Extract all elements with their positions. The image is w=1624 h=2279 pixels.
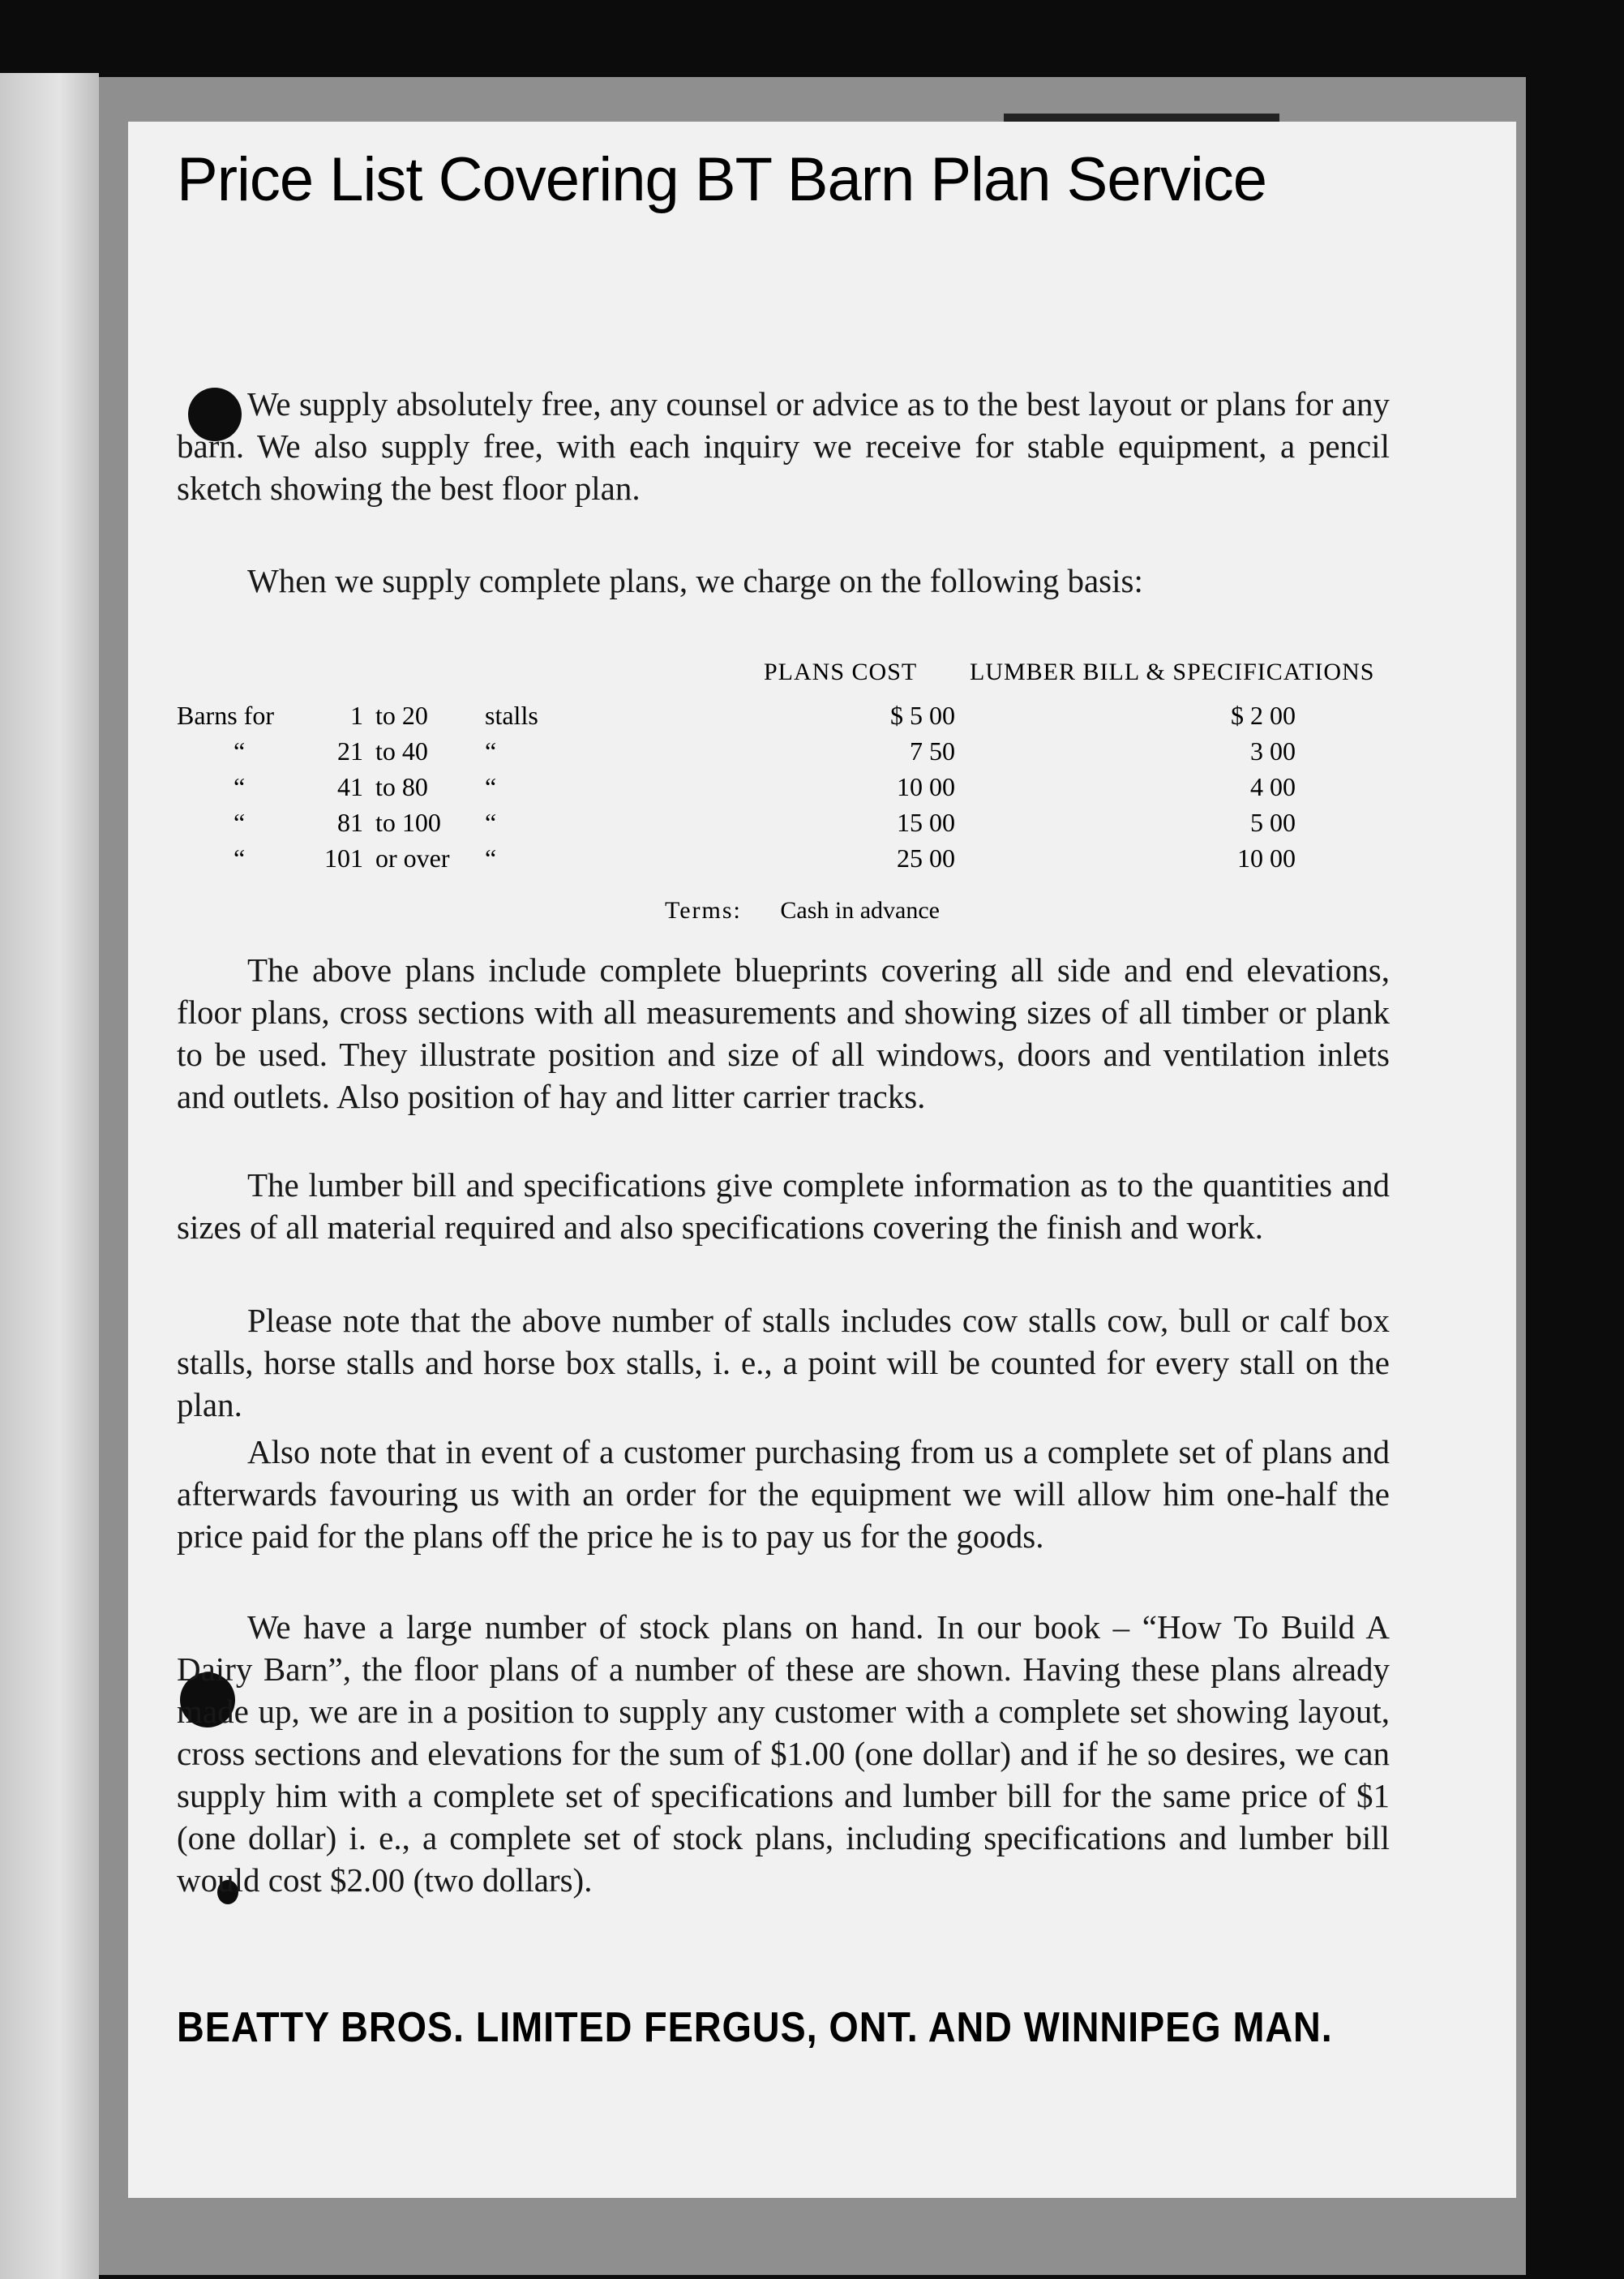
row-to: to 20 (375, 701, 428, 730)
payment-terms (665, 897, 940, 925)
intro-paragraph: We supply absolutely free, any counsel or advice as to the best layout or plans for any barn. We also supply free, with each inquiry we receive for stable equipment, a pencil sketch showing the best floor plan. (177, 385, 1390, 507)
row-label: “ (234, 808, 246, 837)
row-unit: “ (485, 843, 497, 873)
row-unit: stalls (485, 701, 538, 730)
basis-paragraph: When we supply complete plans, we charge on the following basis: (247, 562, 1143, 599)
price-row (177, 808, 1393, 842)
stock-plans-paragraph: We have a large number of stock plans on hand. In our book – “How To Build A Dairy Barn”, the floor plans of a number of these are shown. Having these plans already made up, we are in a position to supply any customer with a complete set showing layout, cross sections and elevations for the sum of $1.00 (one dollar) and if he so desires, we can supply him with a complete set of specifications and lumber bill for the same price of $1 (one dollar) i. e., a complete set of stock plans, including specifications and lumber bill would cost $2.00 (two dollars). (177, 1608, 1390, 1899)
row-from: 1 (350, 701, 363, 730)
row-to: to 40 (375, 736, 428, 766)
row-from: 101 (324, 843, 363, 873)
row-lumber-cost: $ 2 00 (1231, 701, 1296, 730)
terms-label: Terms: (665, 897, 742, 924)
price-row (177, 772, 1393, 806)
row-from: 21 (337, 736, 363, 766)
row-plans-cost: 25 00 (897, 843, 955, 873)
company-footer: BEATTY BROS. LIMITED FERGUS, ONT. AND WINNIPEG MAN. (177, 2004, 1333, 2051)
stalls-note-paragraph: Please note that the above number of stalls includes cow stalls cow, bull or calf box stalls, horse stalls and horse box stalls, i. e., a point will be counted for every stall on the plan. (177, 1302, 1390, 1423)
price-row (177, 843, 1393, 878)
row-unit: “ (485, 736, 497, 766)
row-label: “ (234, 736, 246, 766)
price-row (177, 736, 1393, 770)
row-to: or over (375, 843, 450, 873)
terms-value: Cash in advance (780, 897, 940, 924)
row-plans-cost: 10 00 (897, 772, 955, 801)
price-row (177, 701, 1393, 735)
row-unit: “ (485, 808, 497, 837)
row-from: 81 (337, 808, 363, 837)
refund-note-paragraph: Also note that in event of a customer purchasing from us a complete set of plans and afterwards favouring us with an order for the equipment we will allow him one-half the price paid for the plans off the price he is to pay us for the goods. (177, 1433, 1390, 1555)
row-lumber-cost: 5 00 (1250, 808, 1296, 837)
lumber-bill-paragraph: The lumber bill and specifications give complete information as to the quantities and sizes of all material required and also specifications covering the finish and work. (177, 1166, 1390, 1246)
row-plans-cost: 15 00 (897, 808, 955, 837)
row-label: “ (234, 843, 246, 873)
plans-cost-header: PLANS COST (764, 659, 918, 685)
row-to: to 100 (375, 808, 441, 837)
row-lumber-cost: 10 00 (1237, 843, 1296, 873)
row-label: Barns for (177, 701, 274, 730)
row-unit: “ (485, 772, 497, 801)
lumber-bill-header: LUMBER BILL & SPECIFICATIONS (970, 659, 1375, 685)
row-plans-cost: 7 50 (910, 736, 955, 766)
library-stamp (1004, 114, 1279, 122)
row-from: 41 (337, 772, 363, 801)
row-label: “ (234, 772, 246, 801)
adjacent-page-edge (0, 73, 99, 2279)
page-title: Price List Covering BT Barn Plan Service (177, 145, 1267, 214)
row-plans-cost: $ 5 00 (890, 701, 955, 730)
row-lumber-cost: 3 00 (1250, 736, 1296, 766)
row-to: to 80 (375, 772, 428, 801)
row-lumber-cost: 4 00 (1250, 772, 1296, 801)
blueprints-paragraph: The above plans include complete blueprints covering all side and end elevations, floor plans, cross sections with all measurements and showing sizes of all timber or plank to be used. They illustrate position and size of all windows, doors and ventilation inlets and outlets. Also position of hay and litter carrier tracks. (177, 951, 1390, 1115)
